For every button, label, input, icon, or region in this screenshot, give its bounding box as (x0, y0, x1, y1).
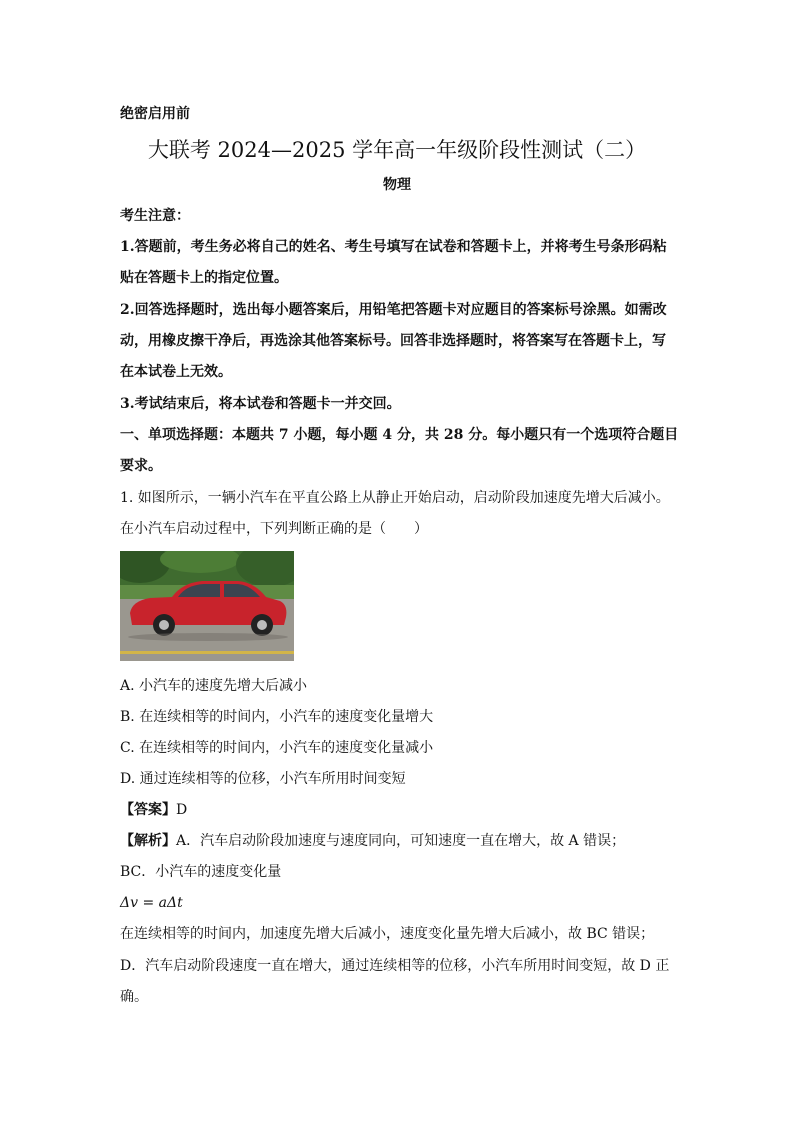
subject-title: 物理 (383, 177, 411, 193)
notice-item-2-cont: 动，用橡皮擦干净后，再选涂其他答案标号。回答非选择题时，将答案写在答题卡上，写 (120, 333, 666, 349)
analysis-d-cont: 确。 (120, 989, 148, 1005)
analysis-label: 【解析】 (120, 833, 176, 849)
analysis-bc-cont: 在连续相等的时间内，加速度先增大后减小，速度变化量先增大后减小，故 BC 错误； (120, 926, 655, 942)
question-stem-cont: 在小汽车启动过程中，下列判断正确的是（ ） (120, 521, 428, 537)
notice-item-2-cont2: 在本试卷上无效。 (120, 364, 232, 380)
notice-item-2: 2.回答选择题时，选出每小题答案后，用铅笔把答题卡对应题目的答案标号涂黑。如需改 (120, 302, 667, 318)
formula: Δv = aΔt (120, 895, 183, 911)
analysis-bc: BC．小汽车的速度变化量 (120, 864, 282, 880)
question-stem: 1. 如图所示，一辆小汽车在平直公路上从静止开始启动，启动阶段加速度先增大后减小。 (120, 490, 670, 506)
car-photo (120, 551, 294, 661)
secret-label: 绝密启用前 (120, 106, 190, 122)
exam-title: 大联考 2024—2025 学年高一年级阶段性测试（二） (147, 138, 647, 162)
analysis-text: A．汽车启动阶段加速度与速度同向，可知速度一直在增大，故 A 错误； (176, 833, 626, 849)
notice-item-1: 1.答题前，考生务必将自己的姓名、考生号填写在试卷和答题卡上，并将考生号条形码粘 (120, 239, 667, 255)
notice-heading: 考生注意： (120, 208, 190, 224)
section-heading-cont: 要求。 (120, 458, 162, 474)
option-d: D. 通过连续相等的位移，小汽车所用时间变短 (120, 771, 406, 787)
notice-item-3: 3.考试结束后，将本试卷和答题卡一并交回。 (120, 396, 401, 412)
analysis-d: D．汽车启动阶段速度一直在增大，通过连续相等的位移，小汽车所用时间变短，故 D 正 (120, 958, 670, 974)
answer-value: D (176, 802, 188, 818)
section-heading: 一、单项选择题：本题共 7 小题，每小题 4 分，共 28 分。每小题只有一个选项符合题目 (120, 427, 679, 443)
option-a: A. 小汽车的速度先增大后减小 (120, 678, 308, 694)
option-c: C. 在连续相等的时间内，小汽车的速度变化量减小 (120, 740, 434, 756)
option-b: B. 在连续相等的时间内，小汽车的速度变化量增大 (120, 709, 434, 725)
answer-line (120, 800, 187, 820)
answer-label: 【答案】 (120, 802, 176, 818)
notice-item-1-cont: 贴在答题卡上的指定位置。 (120, 270, 288, 286)
analysis-line (120, 831, 625, 851)
